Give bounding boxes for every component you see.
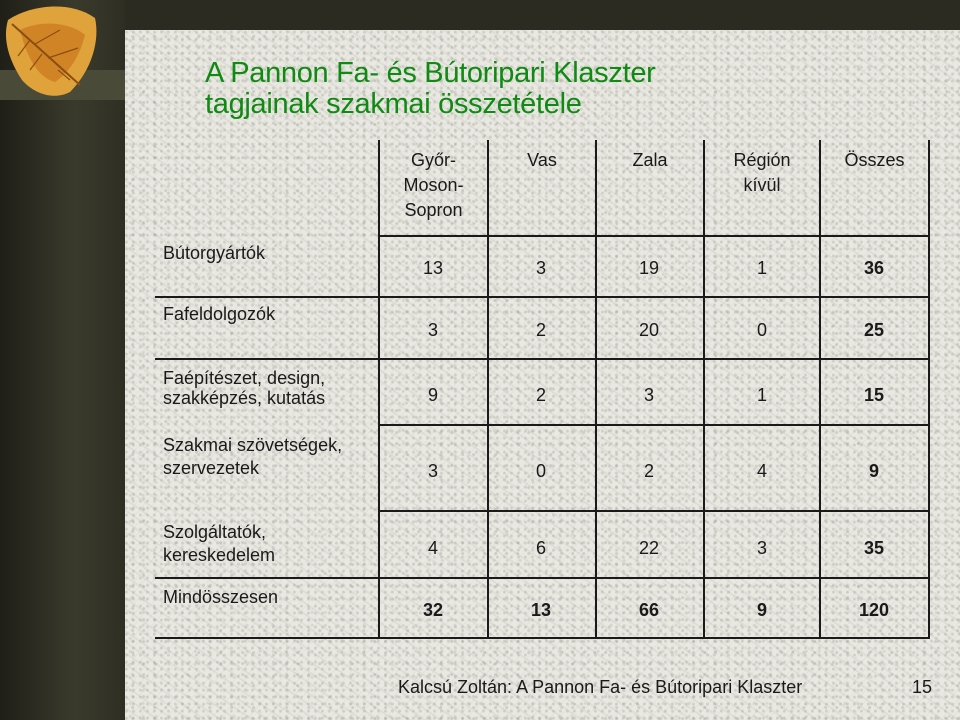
row-label-szakmai-szovetsegek: Szakmai szövetségek, szervezetek — [163, 435, 343, 478]
header-line: kívül — [743, 175, 781, 195]
cell-grand-total: 9 — [756, 600, 767, 620]
header-regionkivul — [705, 148, 819, 198]
cell-value: 4 — [427, 538, 438, 558]
cell-value: 20 — [638, 320, 660, 340]
row-label-szolgaltatok: Szolgáltatók, kereskedelem — [163, 522, 276, 565]
row-label-fafeldolgozok: Fafeldolgozók — [163, 304, 276, 324]
header-zala: Zala — [632, 150, 668, 170]
grid-line — [155, 637, 930, 639]
cell-value: 19 — [638, 258, 660, 278]
grid-line — [595, 140, 597, 639]
header-line: Régión — [733, 150, 791, 170]
header-line: Győr- — [411, 150, 456, 170]
grid-line — [928, 140, 930, 639]
cell-grand-total: 32 — [422, 600, 444, 620]
cell-value: 3 — [427, 320, 438, 340]
title-line-1: A Pannon Fa- és Bútoripari Klaszter — [205, 57, 656, 89]
cell-value: 3 — [643, 385, 654, 405]
cell-value: 13 — [422, 258, 444, 278]
cell-total: 25 — [863, 320, 885, 340]
cell-value: 4 — [756, 461, 767, 481]
cell-total: 35 — [863, 538, 885, 558]
cell-value: 3 — [535, 258, 546, 278]
cell-value: 0 — [756, 320, 767, 340]
header-osszes: Összes — [844, 150, 905, 170]
header-line: Moson- — [403, 175, 464, 195]
grid-line — [155, 296, 930, 298]
cell-grand-total: 120 — [858, 600, 890, 620]
header-line: Sopron — [404, 200, 463, 220]
grid-line — [378, 235, 930, 237]
cell-value: 3 — [427, 461, 438, 481]
grid-line — [819, 140, 821, 639]
row-label-mindosszesen: Mindösszesen — [163, 587, 279, 607]
row-label-faepiteszet: Faépítészet, design, szakképzés, kutatás — [163, 368, 326, 408]
cell-total: 15 — [863, 385, 885, 405]
cell-value: 6 — [535, 538, 546, 558]
header-vas: Vas — [527, 150, 557, 170]
grid-line — [155, 358, 930, 360]
cell-value: 2 — [535, 385, 546, 405]
slide-footer: Kalcsú Zoltán: A Pannon Fa- és Bútoripari Klaszter — [398, 677, 803, 697]
cell-value: 2 — [535, 320, 546, 340]
cell-value: 3 — [756, 538, 767, 558]
cell-value: 9 — [427, 385, 438, 405]
cell-total: 36 — [863, 258, 885, 278]
title-line-2: tagjainak szakmai összetétele — [205, 88, 582, 120]
header-gyor-moson-sopron — [380, 148, 487, 223]
grid-line — [487, 140, 489, 639]
cell-value: 0 — [535, 461, 546, 481]
grid-line — [155, 577, 930, 579]
grid-line — [378, 424, 930, 426]
grid-line — [703, 140, 705, 639]
row-label-butorgyartok: Bútorgyártók — [163, 243, 266, 263]
cell-value: 1 — [756, 258, 767, 278]
grid-line — [378, 510, 930, 512]
cell-value: 1 — [756, 385, 767, 405]
cell-grand-total: 13 — [530, 600, 552, 620]
cell-total: 9 — [868, 461, 879, 481]
cell-value: 2 — [643, 461, 654, 481]
cell-value: 22 — [638, 538, 660, 558]
page-number: 15 — [912, 677, 933, 697]
cell-grand-total: 66 — [638, 600, 660, 620]
